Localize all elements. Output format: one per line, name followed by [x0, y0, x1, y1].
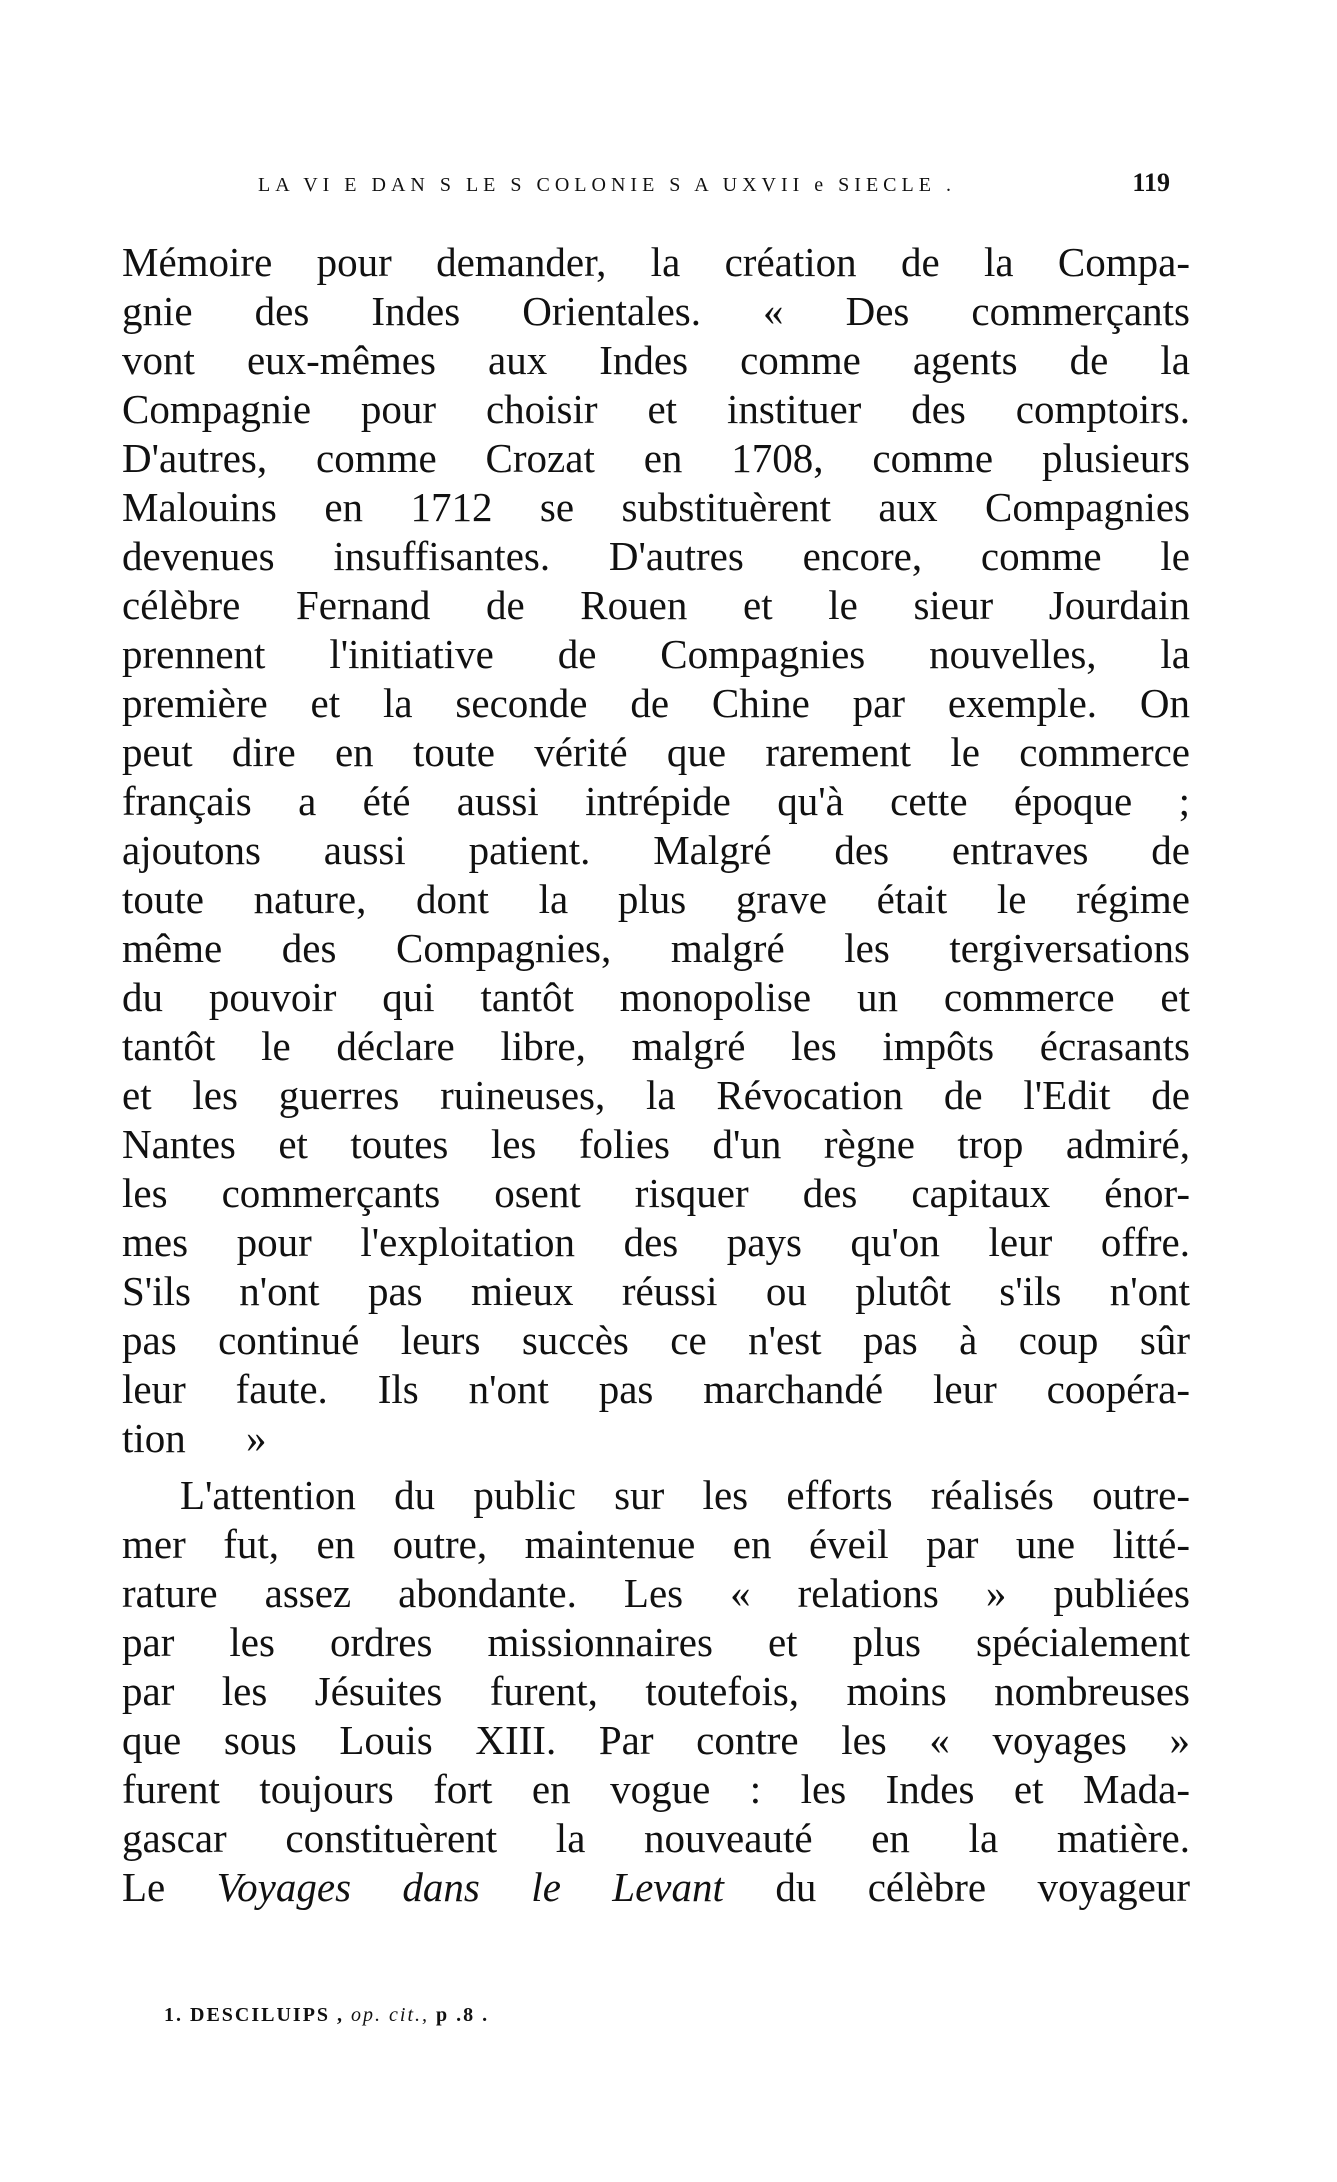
text-line: gnie des Indes Orientales. « Des commerçants [122, 288, 1190, 334]
text-line: français a été aussi intrépide qu'à cette époque ; [122, 778, 1190, 824]
text-line: Nantes et toutes les folies d'un règne trop admiré, [122, 1121, 1190, 1167]
text-line: mer fut, en outre, maintenue en éveil par une litté- [122, 1521, 1190, 1567]
text-line: les commerçants osent risquer des capitaux énor- [122, 1170, 1190, 1216]
running-title: LA VI E DAN S LE S COLONIE S A UXVII e SIECLE . [258, 174, 956, 196]
text-line: vont eux-mêmes aux Indes comme agents de la [122, 337, 1190, 383]
text-line: furent toujours fort en vogue : les Indes et Mada- [122, 1766, 1190, 1812]
text-line: L'attention du public sur les efforts réalisés outre- [180, 1472, 1190, 1518]
footnote-reference: op. cit., [351, 2004, 430, 2026]
text-line: Mémoire pour demander, la création de la Compa- [122, 239, 1190, 285]
paragraph-1 [122, 238, 1190, 1463]
text-line: tion » [122, 1415, 267, 1461]
text-line: même des Compagnies, malgré les tergiversations [122, 925, 1190, 971]
text-line: par les Jésuites furent, toutefois, moins nombreuses [122, 1668, 1190, 1714]
running-head [258, 168, 1170, 204]
text-line: du pouvoir qui tantôt monopolise un commerce et [122, 974, 1190, 1020]
text-segment: Le [122, 1864, 166, 1910]
text-line: que sous Louis XIII. Par contre les « voyages » [122, 1717, 1190, 1763]
text-line: prennent l'initiative de Compagnies nouvelles, la [122, 631, 1190, 677]
text-line: et les guerres ruineuses, la Révocation de l'Edit de [122, 1072, 1190, 1118]
text-line: pas continué leurs succès ce n'est pas à coup sûr [122, 1317, 1190, 1363]
body-text [122, 238, 1190, 1912]
text-line-with-italic [122, 1863, 1190, 1912]
text-line: rature assez abondante. Les « relations » publiées [122, 1570, 1190, 1616]
page-number: 119 [1132, 168, 1170, 197]
text-line: D'autres, comme Crozat en 1708, comme plusieurs [122, 435, 1190, 481]
text-line: toute nature, dont la plus grave était le régime [122, 876, 1190, 922]
text-line: Malouins en 1712 se substituèrent aux Compagnies [122, 484, 1190, 530]
text-line: leur faute. Ils n'ont pas marchandé leur coopéra- [122, 1366, 1190, 1412]
footnote-page: p .8 . [436, 2004, 490, 2026]
text-line: par les ordres missionnaires et plus spécialement [122, 1619, 1190, 1665]
text-line: tantôt le déclare libre, malgré les impôts écrasants [122, 1023, 1190, 1069]
text-line: Compagnie pour choisir et instituer des comptoirs. [122, 386, 1190, 432]
text-line: devenues insuffisantes. D'autres encore, comme le [122, 533, 1190, 579]
text-line: première et la seconde de Chine par exemple. On [122, 680, 1190, 726]
italic-title: Voyages dans le Levant [216, 1864, 724, 1910]
text-segment: du célèbre voyageur [775, 1864, 1190, 1910]
text-line: mes pour l'exploitation des pays qu'on leur offre. [122, 1219, 1190, 1265]
text-line: célèbre Fernand de Rouen et le sieur Jourdain [122, 582, 1190, 628]
text-line: gascar constituèrent la nouveauté en la matière. [122, 1815, 1190, 1861]
text-line: S'ils n'ont pas mieux réussi ou plutôt s'ils n'ont [122, 1268, 1190, 1314]
footnote-author: 1. DESCILUIPS , [164, 2004, 345, 2026]
text-line: peut dire en toute vérité que rarement le commerce [122, 729, 1190, 775]
text-line: ajoutons aussi patient. Malgré des entraves de [122, 827, 1190, 873]
footnote [164, 2004, 489, 2027]
paragraph-2 [122, 1471, 1190, 1912]
